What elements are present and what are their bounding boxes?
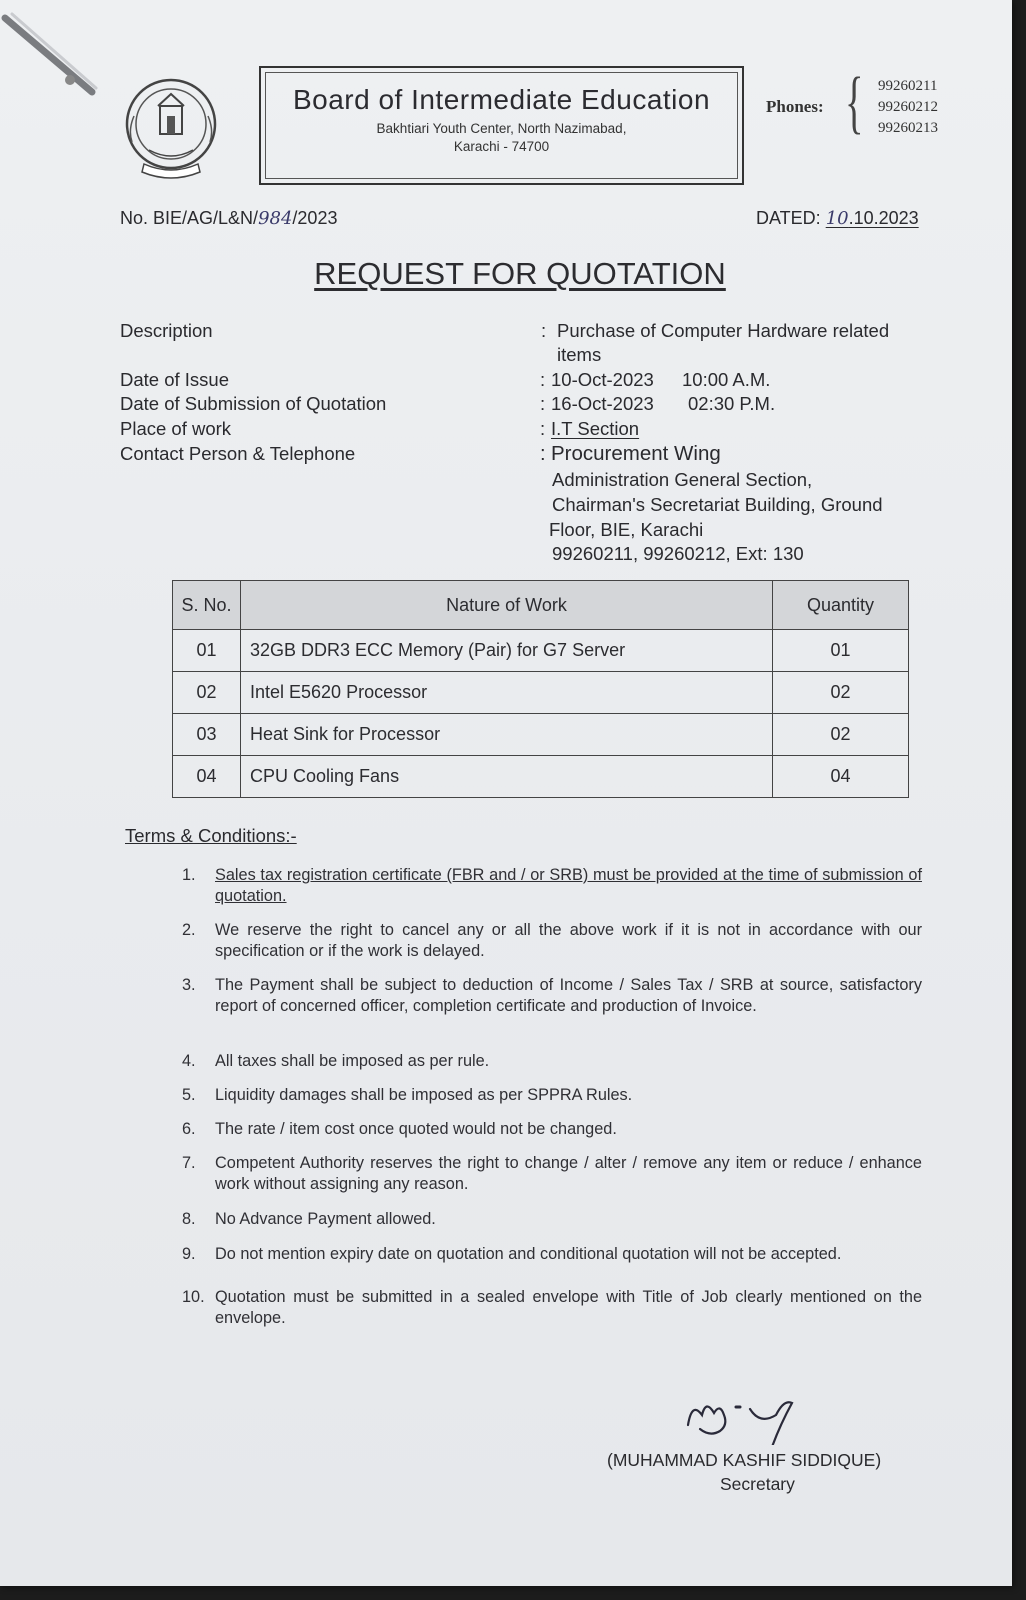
label-date-of-submission: Date of Submission of Quotation xyxy=(120,393,387,414)
term-item: 6. The rate / item cost once quoted would not be changed. xyxy=(182,1120,617,1138)
terms-heading: Terms & Conditions:- xyxy=(125,825,297,846)
term-item: 2. We reserve the right to cancel any or all the above work if it is not in accordance with our specification or if the work is delayed. xyxy=(182,921,922,960)
table-row xyxy=(173,756,909,798)
phone-3: 99260213 xyxy=(878,120,938,136)
value-time-of-submission: 02:30 P.M. xyxy=(688,393,776,414)
cell-sno: 04 xyxy=(173,756,241,798)
signatory-name: (MUHAMMAD KASHIF SIDDIQUE) xyxy=(607,1450,882,1470)
value-contact-person: Procurement Wing xyxy=(551,442,721,465)
term-item: 8. No Advance Payment allowed. xyxy=(182,1210,436,1228)
label-place-of-work: Place of work xyxy=(120,418,232,439)
term-item: 4. All taxes shall be imposed as per rule. xyxy=(182,1052,490,1070)
contact-line-1: Administration General Section, xyxy=(552,469,813,490)
address-line-1: Bakhtiari Youth Center, North Nazimabad, xyxy=(376,121,627,136)
colon: : xyxy=(540,418,546,439)
contact-line-2: Chairman's Secretariat Building, Ground xyxy=(552,494,883,515)
value-date-of-submission: 16-Oct-2023 xyxy=(551,393,654,414)
cell-nature-of-work: Heat Sink for Processor xyxy=(241,714,773,756)
colon: : xyxy=(541,320,547,341)
table-row xyxy=(173,630,909,672)
document-title: REQUEST FOR QUOTATION xyxy=(314,256,726,291)
value-date-of-issue: 10-Oct-2023 xyxy=(551,369,654,390)
value-place-of-work: I.T Section xyxy=(551,418,640,439)
handwritten-signature xyxy=(680,1385,830,1445)
phone-2: 99260212 xyxy=(878,99,938,115)
term-item: 7. Competent Authority reserves the right to change / alter / remove any item or reduce / enhance work without assigning any reason. xyxy=(182,1154,922,1193)
contact-line-3: Floor, BIE, Karachi xyxy=(549,519,704,540)
cell-sno: 02 xyxy=(173,672,241,714)
signatory-designation: Secretary xyxy=(720,1474,795,1494)
colon: : xyxy=(540,393,546,414)
board-seal-logo xyxy=(122,72,220,184)
label-description: Description xyxy=(120,320,213,341)
paper-clip-icon xyxy=(0,0,110,110)
cell-sno: 03 xyxy=(173,714,241,756)
cell-nature-of-work: Intel E5620 Processor xyxy=(241,672,773,714)
value-time-of-issue: 10:00 A.M. xyxy=(682,369,771,390)
colon: : xyxy=(540,443,546,465)
table-header-row xyxy=(173,581,909,630)
board-name: Board of Intermediate Education xyxy=(292,84,711,115)
term-item: 5. Liquidity damages shall be imposed as per SPPRA Rules. xyxy=(182,1086,633,1104)
phone-1: 99260211 xyxy=(878,78,938,94)
reference-number: No. BIE/AG/L&N/984/2023 xyxy=(120,208,338,229)
header-sno: S. No. xyxy=(173,581,241,630)
label-contact-person: Contact Person & Telephone xyxy=(120,443,356,464)
header-quantity: Quantity xyxy=(773,581,909,630)
phones-label: Phones: xyxy=(766,97,824,116)
cell-quantity: 02 xyxy=(773,714,909,756)
table-row xyxy=(173,672,909,714)
term-item: 3. The Payment shall be subject to deduction of Income / Sales Tax / SRB at source, satisfactory report of concerned officer, completion certificate and production of Invoice. xyxy=(182,976,922,1015)
brace-symbol: { xyxy=(845,64,864,141)
header-nature-of-work: Nature of Work xyxy=(241,581,773,630)
items-table xyxy=(172,580,909,798)
cell-nature-of-work: 32GB DDR3 ECC Memory (Pair) for G7 Server xyxy=(241,630,773,672)
cell-quantity: 01 xyxy=(773,630,909,672)
term-item: 9. Do not mention expiry date on quotation and conditional quotation will not be accepted. xyxy=(182,1245,842,1263)
value-description-2: items xyxy=(557,344,602,365)
label-date-of-issue: Date of Issue xyxy=(120,369,230,390)
contact-line-4: 99260211, 99260212, Ext: 130 xyxy=(552,543,804,564)
letterhead-box xyxy=(259,66,744,185)
dated: DATED: 10.10.2023 xyxy=(756,208,919,229)
value-description: Purchase of Computer Hardware related xyxy=(557,320,890,341)
table-row xyxy=(173,714,909,756)
cell-quantity: 04 xyxy=(773,756,909,798)
term-item: 10. Quotation must be submitted in a sealed envelope with Title of Job clearly mentioned on the envelope. xyxy=(182,1288,922,1327)
cell-nature-of-work: CPU Cooling Fans xyxy=(241,756,773,798)
term-item: 1. Sales tax registration certificate (FBR and / or SRB) must be provided at the time of submission of quotation. xyxy=(182,866,922,905)
address-line-2: Karachi - 74700 xyxy=(453,139,550,154)
colon: : xyxy=(540,369,546,390)
cell-sno: 01 xyxy=(173,630,241,672)
cell-quantity: 02 xyxy=(773,672,909,714)
